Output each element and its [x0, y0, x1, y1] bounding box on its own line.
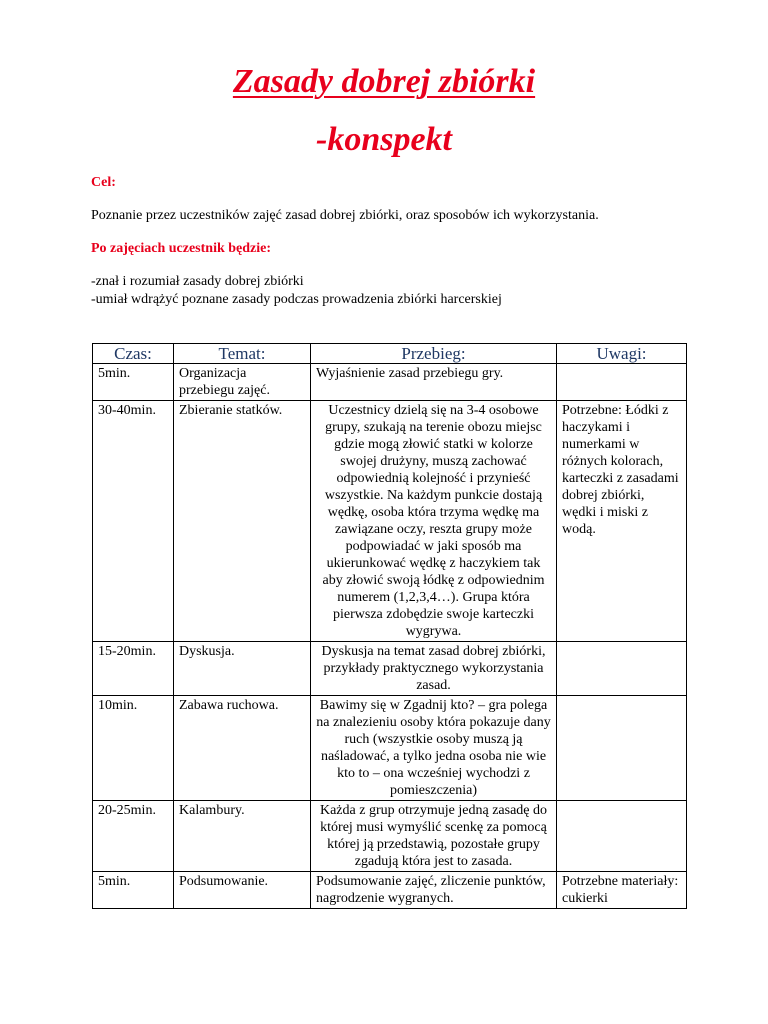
goal-label: Cel: [91, 175, 116, 190]
lesson-plan-table [92, 343, 687, 909]
page-title: Zasady dobrej zbiórki [232, 63, 536, 100]
header-czas: Czas: [93, 344, 174, 364]
table-row [93, 872, 687, 909]
cell-przebieg: Uczestnicy dzielą się na 3-4 osobowe grupy, szukają na terenie obozu miejsc gdzie mogą złowić statki w kolorze swojej drużyny, muszą zachować odpowiednią kolejność i przynieść wszystkie. Na każdym punkcie dostają wędkę, osoba która trzyma wędkę ma zawiązane oczy, reszta grupy może podpowiadać w jaki sposób ma ukierunkować wędkę z haczykiem tak aby złowić swoją łódkę z odpowiednim numerem (1,2,3,4…). Grupa która pierwsza zdobędzie swoje karteczki wygrywa. [311, 401, 557, 642]
table-row [93, 696, 687, 801]
cell-uwagi [557, 801, 687, 872]
cell-uwagi: Potrzebne: Łódki z haczykami i numerkami w różnych kolorach, karteczki z zasadami dobrej zbiórki, wędki i miski z wodą. [557, 401, 687, 642]
cell-przebieg: Podsumowanie zajęć, zliczenie punktów, nagrodzenie wygranych. [311, 872, 557, 909]
cell-temat: Zbieranie statków. [174, 401, 311, 642]
cell-czas: 10min. [93, 696, 174, 801]
cell-uwagi [557, 696, 687, 801]
cell-temat: Zabawa ruchowa. [174, 696, 311, 801]
cell-czas: 15-20min. [93, 642, 174, 696]
outcome-item: -umiał wdrążyć poznane zasady podczas prowadzenia zbiórki harcerskiej [91, 292, 502, 307]
header-przebieg: Przebieg: [311, 344, 557, 364]
cell-temat: Podsumowanie. [174, 872, 311, 909]
cell-uwagi [557, 364, 687, 401]
table-header-row [93, 344, 687, 364]
cell-uwagi [557, 642, 687, 696]
cell-przebieg: Dyskusja na temat zasad dobrej zbiórki, przykłady praktycznego wykorzystania zasad. [311, 642, 557, 696]
cell-temat: Organizacja przebiegu zajęć. [174, 364, 311, 401]
page-subtitle: -konspekt [316, 121, 452, 158]
cell-czas: 20-25min. [93, 801, 174, 872]
cell-przebieg: Każda z grup otrzymuje jedną zasadę do której musi wymyślić scenkę za pomocą której ją przedstawią, pozostałe grupy zgadują która jest to zasada. [311, 801, 557, 872]
table-row [93, 642, 687, 696]
header-temat: Temat: [174, 344, 311, 364]
outcome-item: -znał i rozumiał zasady dobrej zbiórki [91, 274, 304, 289]
outcomes-label: Po zajęciach uczestnik będzie: [91, 241, 272, 256]
cell-przebieg: Bawimy się w Zgadnij kto? – gra polega na znalezieniu osoby która pokazuje dany ruch (wszystkie osoby muszą ją naśladować, a tylko jedna osoba nie wie kto to – ona wcześniej wychodzi z pomieszczenia) [311, 696, 557, 801]
header-uwagi: Uwagi: [557, 344, 687, 364]
cell-czas: 30-40min. [93, 401, 174, 642]
cell-czas: 5min. [93, 364, 174, 401]
goal-text: Poznanie przez uczestników zajęć zasad dobrej zbiórki, oraz sposobów ich wykorzystania. [91, 208, 599, 223]
cell-temat: Kalambury. [174, 801, 311, 872]
table-row [93, 801, 687, 872]
cell-uwagi: Potrzebne materiały: cukierki [557, 872, 687, 909]
cell-czas: 5min. [93, 872, 174, 909]
cell-temat: Dyskusja. [174, 642, 311, 696]
outcomes-list [91, 273, 502, 309]
table-row [93, 401, 687, 642]
table-row [93, 364, 687, 401]
cell-przebieg: Wyjaśnienie zasad przebiegu gry. [311, 364, 557, 401]
